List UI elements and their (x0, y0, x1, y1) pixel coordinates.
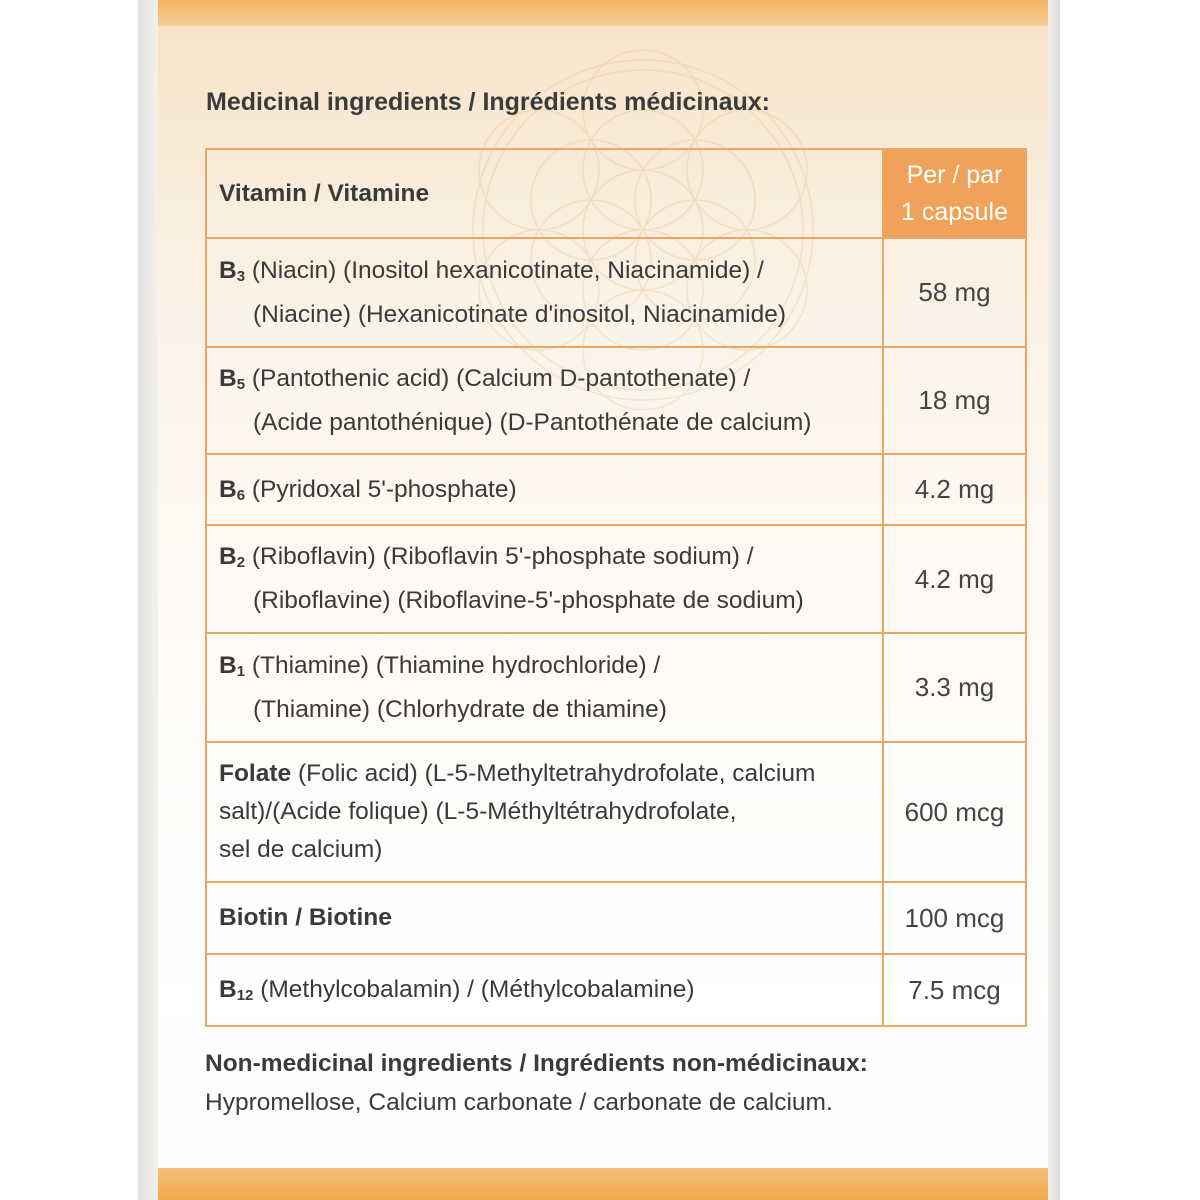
ingredient-amount: 58 mg (883, 238, 1026, 347)
ingredient-name: $B_1$ (Thiamine) (Thiamine hydrochloride) / (Thiamine) (Chlorhydrate de thiamine) (206, 633, 883, 742)
ingredient-amount: 3.3 mg (883, 633, 1026, 742)
table-row (206, 633, 1026, 742)
ingredient-name: $B_{12}$ (Methylcobalamin) / (Méthylcobalamine) (206, 954, 883, 1026)
ingredient-name: $B_2$ (Riboflavin) (Riboflavin 5'-phosphate sodium) / (Riboflavine) (Riboflavine-5'-phosphate de sodium) (206, 525, 883, 633)
label-panel (158, 0, 1048, 1200)
table-row (206, 347, 1026, 454)
table-row (206, 882, 1026, 954)
table-header-row (206, 149, 1026, 238)
table-row (206, 454, 1026, 525)
medicinal-ingredients-heading: Medicinal ingredients / Ingrédients médicinaux: (206, 88, 771, 116)
ingredient-name: $B_3$ (Niacin) (Inositol hexanicotinate, Niacinamide) / (Niacine) (Hexanicotinate d'inositol, Niacinamide) (206, 238, 883, 347)
ingredient-name: $B_6$ (Pyridoxal 5'-phosphate) (206, 454, 883, 525)
ingredient-amount: 7.5 mcg (883, 954, 1026, 1026)
non-medicinal-heading: Non-medicinal ingredients / Ingrédients non-médicinaux: (205, 1050, 868, 1077)
table-row (206, 954, 1026, 1026)
top-orange-band (158, 0, 1048, 26)
ingredient-amount: 4.2 mg (883, 525, 1026, 633)
non-medicinal-text: Hypromellose, Calcium carbonate / carbonate de calcium. (205, 1089, 833, 1116)
table-row (206, 742, 1026, 882)
ingredient-amount: 600 mcg (883, 742, 1026, 882)
table-row (206, 238, 1026, 347)
ingredients-table (205, 148, 1027, 1027)
ingredient-name: $B_5$ (Pantothenic acid) (Calcium D-pantothenate) / (Acide pantothénique) (D-Pantothénate de calcium) (206, 347, 883, 454)
ingredient-amount: 100 mcg (883, 882, 1026, 954)
box-left-edge (138, 0, 158, 1200)
ingredient-amount: 18 mg (883, 347, 1026, 454)
per-capsule-column-header: Per / par 1 capsule (883, 149, 1026, 238)
ingredient-name: Biotin / Biotine (206, 882, 883, 954)
table-row (206, 525, 1026, 633)
ingredient-name: Folate (Folic acid) (L-5-Methyltetrahydrofolate, calcium salt)/(Acide folique) (L-5-Méthyltétrahydrofolate, sel de calcium) (206, 742, 883, 882)
box-right-edge (1048, 0, 1060, 1200)
bottom-orange-band (158, 1168, 1048, 1200)
vitamin-column-header: Vitamin / Vitamine (206, 149, 883, 238)
ingredient-amount: 4.2 mg (883, 454, 1026, 525)
